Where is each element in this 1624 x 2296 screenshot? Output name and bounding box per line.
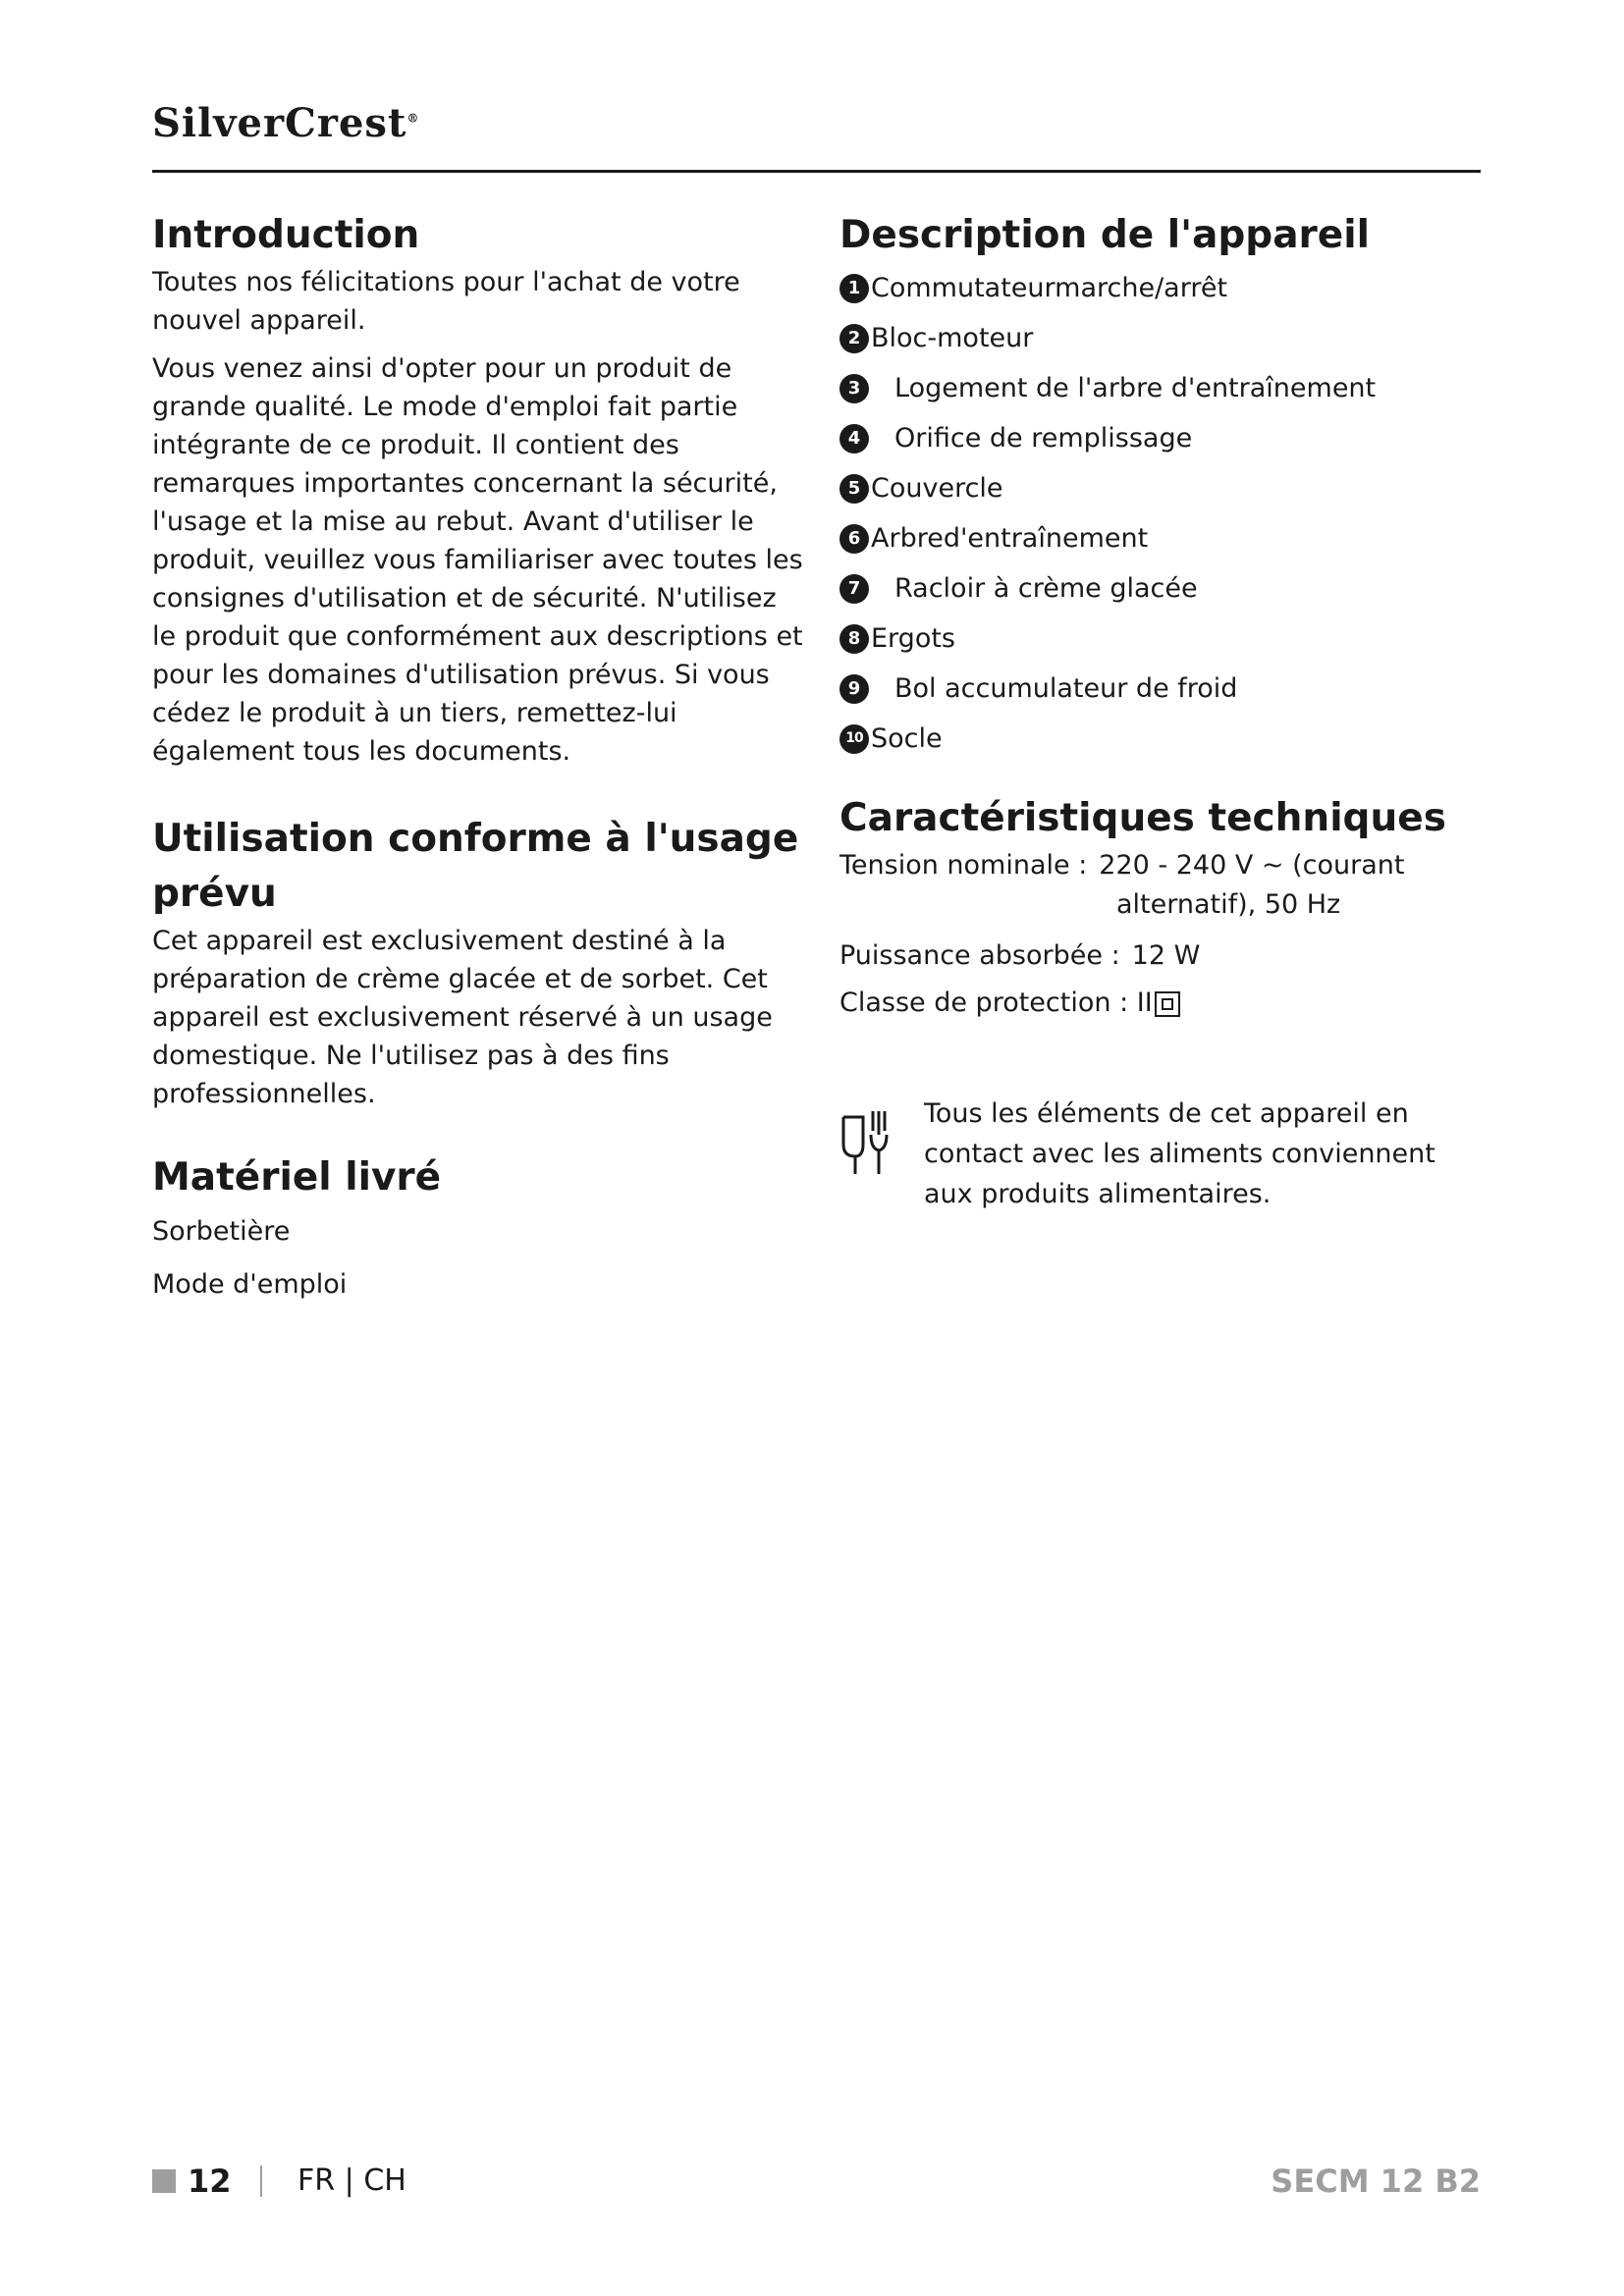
page-footer	[152, 2160, 1481, 2203]
part-label: Commutateurmarche/arrêt	[871, 273, 1228, 303]
section-description	[839, 208, 1483, 764]
number-badge-icon: 5	[839, 474, 869, 504]
section-materiel	[152, 1150, 805, 1311]
language-code: CH	[363, 2163, 406, 2198]
materiel-item: Mode d'emploi	[152, 1269, 348, 1300]
language-separator: |	[344, 2163, 354, 2198]
section-usage	[152, 812, 805, 1113]
materiel-item: Sorbetière	[152, 1216, 291, 1247]
usage-heading: Utilisation conforme à l'usage prévu	[152, 817, 799, 916]
header-rule	[152, 170, 1481, 173]
double-insulation-icon	[1155, 991, 1180, 1017]
food-safe-text: Tous les éléments de cet appareil en contact avec les aliments conviennent aux produits alimentaires.	[924, 1098, 1435, 1209]
food-safe-note	[839, 1094, 1483, 1214]
registered-mark: ®	[406, 111, 420, 126]
part-item	[839, 263, 1483, 313]
spec-value: II	[1136, 988, 1153, 1018]
number-badge-icon: 8	[839, 624, 869, 654]
number-badge-icon: 3	[839, 374, 869, 403]
right-column	[839, 208, 1483, 1214]
part-label: Racloir à crème glacée	[894, 573, 1198, 604]
spec-label: Tension nominale :	[839, 850, 1088, 881]
spec-label: Classe de protection :	[839, 988, 1129, 1018]
spec-value: 12 W	[1131, 940, 1201, 971]
part-item	[839, 614, 1483, 664]
section-technical	[839, 791, 1483, 1023]
spec-value: 220 - 240 V ~ (courant	[1099, 850, 1405, 881]
part-item	[839, 413, 1483, 463]
footer-divider	[260, 2165, 262, 2197]
spec-tension	[839, 846, 1483, 925]
brand-name: SilverCrest	[152, 100, 407, 146]
part-label: Bol accumulateur de froid	[894, 673, 1238, 704]
spec-power	[839, 936, 1483, 976]
page-number: 12	[188, 2163, 232, 2200]
left-column	[152, 208, 805, 1311]
food-safe-icon	[839, 1105, 904, 1178]
section-introduction	[152, 208, 805, 771]
part-item	[839, 563, 1483, 614]
number-badge-icon: 4	[839, 424, 869, 454]
language-codes	[298, 2160, 406, 2203]
part-item	[839, 313, 1483, 363]
part-label: Orifice de remplissage	[894, 423, 1193, 454]
number-badge-icon: 7	[839, 574, 869, 604]
part-item	[839, 463, 1483, 513]
parts-list	[839, 263, 1483, 764]
number-badge-icon: 9	[839, 674, 869, 704]
page-marker-icon	[152, 2169, 176, 2193]
spec-protection-class	[839, 984, 1483, 1023]
part-label: Ergots	[871, 623, 955, 654]
description-heading: Description de l'appareil	[839, 213, 1370, 257]
tech-heading: Caractéristiques techniques	[839, 796, 1446, 840]
intro-heading: Introduction	[152, 213, 420, 257]
part-label: Arbred'entraînement	[871, 523, 1149, 554]
language-code: FR	[298, 2163, 336, 2198]
brand-logo	[152, 100, 419, 146]
number-badge-icon: 10	[839, 724, 869, 754]
spec-label: Puissance absorbée :	[839, 940, 1120, 971]
intro-paragraph-2: Vous venez ainsi d'opter pour un produit de grande qualité. Le mode d'emploi fait partie intégrante de ce produit. Il contient des remarques importantes concernant la sécurité, l'usage et la mise au rebut. Avant d'utiliser le produit, veuillez vous familiariser avec toutes les consignes d'utilisation et de sécurité. N'utilisez le produit que conformément aux descriptions et pour les domaines d'utilisation prévus. Si vous cédez le produit à un tiers, remettez-lui également tous les documents.	[152, 353, 803, 767]
materiel-heading: Matériel livré	[152, 1155, 442, 1200]
part-label: Couvercle	[871, 473, 1003, 504]
model-number: SECM 12 B2	[1271, 2163, 1481, 2200]
number-badge-icon: 1	[839, 274, 869, 303]
usage-paragraph: Cet appareil est exclusivement destiné à la préparation de crème glacée et de sorbet. Cet appareil est exclusivement réservé à un usage domestique. Ne l'utilisez pas à des fins professionnelles.	[152, 926, 773, 1109]
intro-paragraph-1: Toutes nos félicitations pour l'achat de votre nouvel appareil.	[152, 267, 740, 336]
number-badge-icon: 6	[839, 524, 869, 554]
part-item	[839, 363, 1483, 413]
part-label: Logement de l'arbre d'entraînement	[894, 373, 1377, 403]
part-label: Bloc-moteur	[871, 323, 1034, 353]
part-label: Socle	[871, 723, 943, 754]
part-item	[839, 664, 1483, 714]
number-badge-icon: 2	[839, 324, 869, 353]
part-item	[839, 714, 1483, 764]
part-item	[839, 513, 1483, 563]
spec-value-continued: alternatif), 50 Hz	[1116, 889, 1341, 920]
